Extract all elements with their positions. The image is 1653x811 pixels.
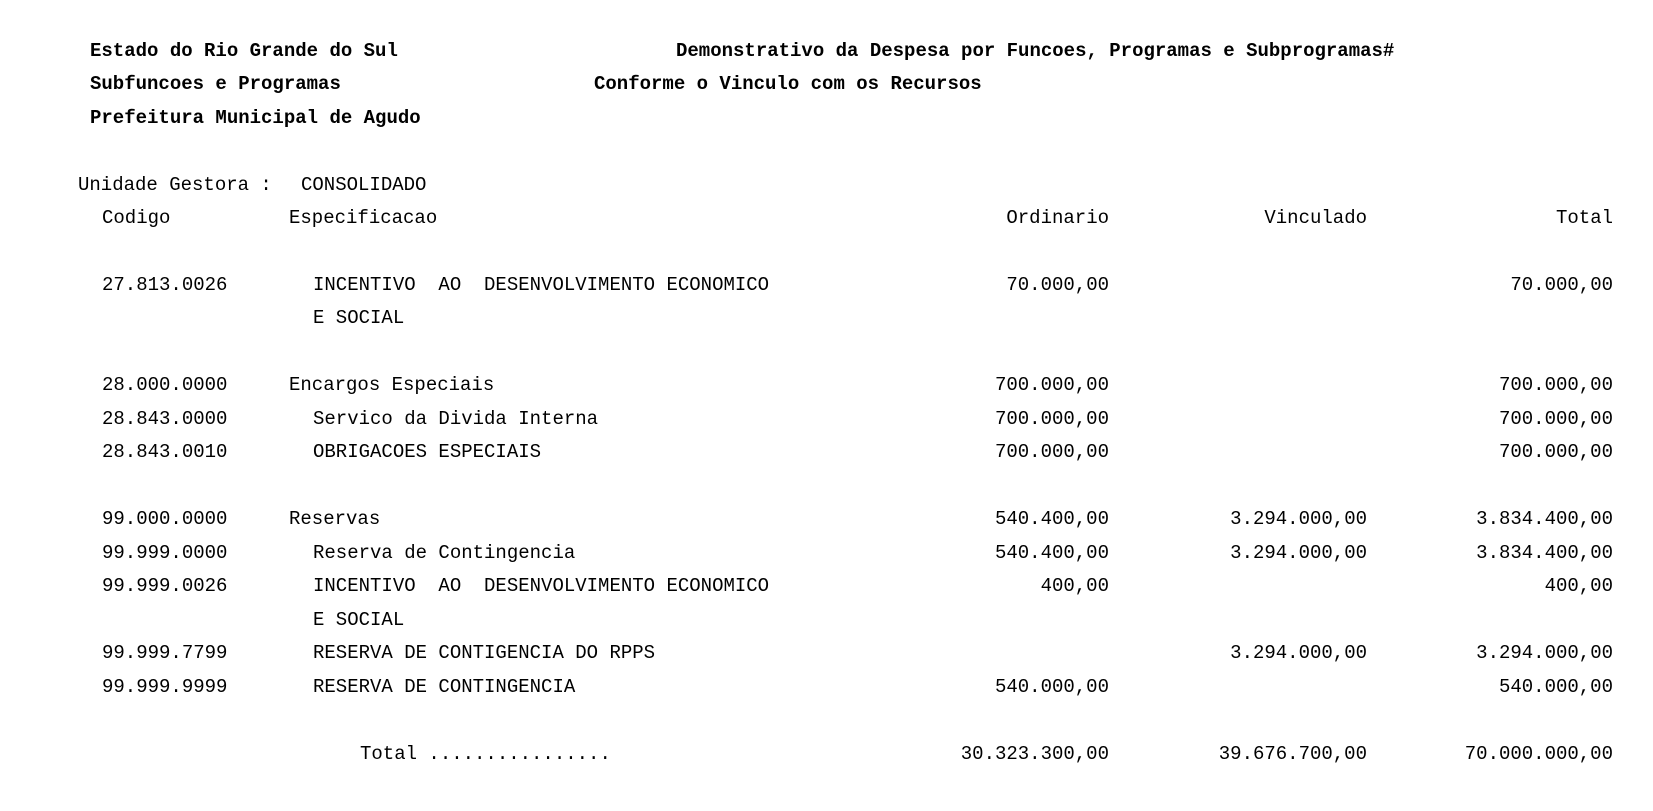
report-subtitle-left: Subfuncoes e Programas xyxy=(90,73,341,95)
column-header-code: Codigo xyxy=(102,207,171,229)
row-ordinary: 700.000,00 xyxy=(994,408,1109,430)
row-total: 700.000,00 xyxy=(1498,441,1613,463)
municipality-name: Prefeitura Municipal de Agudo xyxy=(90,107,421,129)
total-label: Total ................ xyxy=(360,743,611,765)
total-ordinary: 30.323.300,00 xyxy=(960,743,1109,765)
row-linked: 3.294.000,00 xyxy=(1230,642,1367,664)
column-header-total: Total xyxy=(1555,207,1613,229)
row-total: 700.000,00 xyxy=(1498,408,1613,430)
row-total: 3.834.400,00 xyxy=(1476,508,1613,530)
row-ordinary: 540.400,00 xyxy=(994,542,1109,564)
unit-label: Unidade Gestora : xyxy=(78,174,272,196)
row-code: 28.843.0000 xyxy=(102,408,228,430)
row-total: 400,00 xyxy=(1544,575,1613,597)
row-spec: RESERVA DE CONTINGENCIA xyxy=(313,676,576,698)
report-title-line2: Conforme o Vinculo com os Recursos xyxy=(594,73,982,95)
row-spec: E SOCIAL xyxy=(313,307,405,329)
row-total: 3.834.400,00 xyxy=(1476,542,1613,564)
row-ordinary: 540.000,00 xyxy=(994,676,1109,698)
row-spec: INCENTIVO AO DESENVOLVIMENTO ECONOMICO xyxy=(313,274,770,296)
row-code: 99.999.0000 xyxy=(102,542,228,564)
state-name: Estado do Rio Grande do Sul xyxy=(90,40,398,62)
row-total: 70.000,00 xyxy=(1510,274,1613,296)
row-spec: INCENTIVO AO DESENVOLVIMENTO ECONOMICO xyxy=(313,575,770,597)
row-total: 540.000,00 xyxy=(1498,676,1613,698)
row-total: 700.000,00 xyxy=(1498,374,1613,396)
row-code: 99.999.0026 xyxy=(102,575,228,597)
row-code: 27.813.0026 xyxy=(102,274,228,296)
row-spec: Servico da Divida Interna xyxy=(313,408,599,430)
row-code: 28.843.0010 xyxy=(102,441,228,463)
row-linked: 3.294.000,00 xyxy=(1230,542,1367,564)
column-header-spec: Especificacao xyxy=(289,207,438,229)
row-code: 99.000.0000 xyxy=(102,508,228,530)
row-spec: OBRIGACOES ESPECIAIS xyxy=(313,441,542,463)
row-ordinary: 70.000,00 xyxy=(1006,274,1109,296)
row-code: 99.999.9999 xyxy=(102,676,228,698)
row-ordinary: 700.000,00 xyxy=(994,441,1109,463)
row-ordinary: 400,00 xyxy=(1040,575,1109,597)
row-total: 3.294.000,00 xyxy=(1476,642,1613,664)
row-spec: RESERVA DE CONTIGENCIA DO RPPS xyxy=(313,642,656,664)
row-spec: Reservas xyxy=(289,508,381,530)
report-title: Demonstrativo da Despesa por Funcoes, Programas e Subprogramas# xyxy=(676,40,1395,62)
column-header-ordinary: Ordinario xyxy=(1006,207,1109,229)
row-ordinary: 700.000,00 xyxy=(994,374,1109,396)
row-code: 28.000.0000 xyxy=(102,374,228,396)
row-spec: Reserva de Contingencia xyxy=(313,542,576,564)
row-code: 99.999.7799 xyxy=(102,642,228,664)
row-linked: 3.294.000,00 xyxy=(1230,508,1367,530)
unit-value: CONSOLIDADO xyxy=(301,174,427,196)
column-header-linked: Vinculado xyxy=(1264,207,1367,229)
total-total: 70.000.000,00 xyxy=(1464,743,1613,765)
row-spec: Encargos Especiais xyxy=(289,374,495,396)
row-spec: E SOCIAL xyxy=(313,609,405,631)
total-linked: 39.676.700,00 xyxy=(1218,743,1367,765)
row-ordinary: 540.400,00 xyxy=(994,508,1109,530)
